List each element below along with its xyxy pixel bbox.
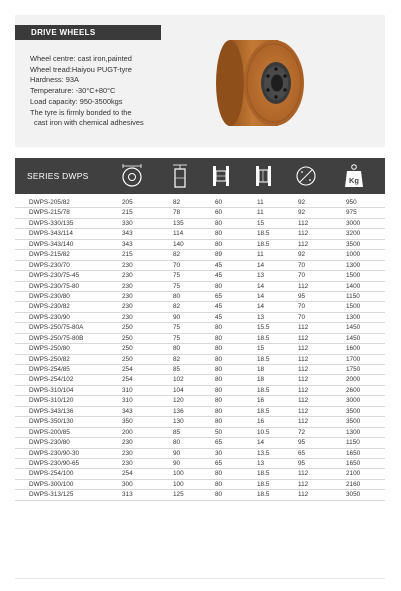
- cell-wheel-width: 75: [173, 282, 181, 290]
- cell-hub-bore: 18.5: [257, 407, 270, 415]
- cell-wheel-diameter: 254: [122, 376, 133, 384]
- cell-wheel-width: 102: [173, 376, 184, 384]
- cell-hub-bore: 14: [257, 292, 265, 300]
- table-row: [15, 208, 385, 218]
- cell-hub-length: 60: [215, 209, 223, 217]
- table-row: [15, 355, 385, 365]
- cell-series: DWPS-230/90: [29, 313, 70, 321]
- cell-wheel-diameter: 230: [122, 272, 133, 280]
- table-row: [15, 417, 385, 427]
- cell-series: DWPS-205/82: [29, 199, 70, 206]
- cell-series: DWPS-350/130: [29, 418, 74, 426]
- cell-wheel-width: 120: [173, 397, 184, 405]
- cell-series: DWPS-230/90-30: [29, 449, 80, 457]
- cell-wheel-diameter: 254: [122, 366, 133, 373]
- table-row: [15, 198, 385, 208]
- cell-series: DWPS-230/90-65: [29, 459, 80, 467]
- table-row: [15, 240, 385, 250]
- cell-series: DWPS-250/75-80A: [29, 324, 84, 332]
- cell-hub-bore: 13: [257, 459, 265, 467]
- cell-wheel-width: 75: [173, 324, 181, 332]
- cell-wheel-width: 75: [173, 334, 181, 342]
- cell-hub-bore: 18.5: [257, 230, 270, 238]
- cell-wheel-width: 82: [173, 355, 181, 363]
- table-row: [15, 292, 385, 302]
- cell-wheel-width: 78: [173, 209, 181, 217]
- cell-hub-length: 80: [215, 355, 223, 363]
- cell-load-capacity: 1450: [346, 324, 361, 332]
- cell-wheel-width: 136: [173, 407, 184, 415]
- cell-wheel-diameter: 313: [122, 491, 133, 499]
- table-header: [15, 158, 385, 194]
- cell-load-capacity: 1450: [346, 334, 361, 342]
- cell-series: DWPS-254/100: [29, 470, 74, 478]
- cell-hub-bore: 18.5: [257, 470, 270, 478]
- cell-wheel-width: 85: [173, 366, 181, 373]
- cell-hub-length: 80: [215, 366, 223, 373]
- table-row: [15, 375, 385, 385]
- cell-wheel-width: 85: [173, 428, 181, 436]
- cell-wheel-diameter: 230: [122, 313, 133, 321]
- cell-series: DWPS-254/85: [29, 366, 70, 373]
- cell-wheel-diameter: 230: [122, 439, 133, 447]
- cell-hub-length: 80: [215, 282, 223, 290]
- cell-load-capacity: 1650: [346, 449, 361, 457]
- table-row: [15, 334, 385, 344]
- spec-line: Temperature: -30°C+80°C: [30, 86, 116, 96]
- cell-hub-length: 80: [215, 230, 223, 238]
- cell-hub-length: 65: [215, 292, 223, 300]
- cell-load-capacity: 3000: [346, 219, 361, 227]
- cell-pitch-circle: 112: [298, 219, 309, 227]
- cell-wheel-width: 75: [173, 272, 181, 280]
- table-row: [15, 490, 385, 500]
- cell-series: DWPS-343/136: [29, 407, 74, 415]
- cell-hub-bore: 15.5: [257, 324, 270, 332]
- table-row: [15, 250, 385, 260]
- cell-wheel-diameter: 250: [122, 334, 133, 342]
- table-row: [15, 282, 385, 292]
- cell-wheel-diameter: 343: [122, 407, 133, 415]
- cell-load-capacity: 1300: [346, 428, 361, 436]
- cell-wheel-width: 80: [173, 345, 181, 353]
- cell-load-capacity: 950: [346, 199, 357, 206]
- table-row: [15, 344, 385, 354]
- cell-hub-length: 45: [215, 272, 223, 280]
- cell-pitch-circle: 95: [298, 292, 306, 300]
- cell-load-capacity: 3050: [346, 491, 361, 499]
- cell-load-capacity: 1000: [346, 251, 361, 259]
- cell-series: DWPS-230/80: [29, 439, 70, 447]
- spec-line: Wheel tread:Haiyou PUGT-tyre: [30, 64, 132, 74]
- cell-series: DWPS-230/70: [29, 261, 70, 269]
- series-label: SERIES DWPS: [27, 171, 89, 181]
- cell-load-capacity: 1300: [346, 313, 361, 321]
- spec-line: The tyre is firmly bonded to the: [30, 107, 132, 117]
- cell-series: DWPS-215/78: [29, 209, 70, 217]
- cell-pitch-circle: 112: [298, 470, 309, 478]
- table-row: [15, 323, 385, 333]
- cell-hub-length: 80: [215, 470, 223, 478]
- cell-wheel-diameter: 215: [122, 209, 133, 217]
- table-row: [15, 271, 385, 281]
- cell-hub-bore: 18: [257, 366, 265, 373]
- cell-pitch-circle: 65: [298, 449, 306, 457]
- cell-pitch-circle: 92: [298, 209, 306, 217]
- cell-wheel-diameter: 200: [122, 428, 133, 436]
- cell-hub-bore: 14: [257, 303, 265, 311]
- cell-series: DWPS-254/102: [29, 376, 74, 384]
- cell-wheel-width: 125: [173, 491, 184, 499]
- cell-wheel-diameter: 215: [122, 251, 133, 259]
- cell-hub-length: 30: [215, 449, 223, 457]
- cell-series: DWPS-313/125: [29, 491, 74, 499]
- cell-hub-bore: 13.5: [257, 449, 270, 457]
- cell-wheel-width: 135: [173, 219, 184, 227]
- cell-hub-length: 80: [215, 345, 223, 353]
- cell-wheel-diameter: 343: [122, 240, 133, 248]
- cell-hub-length: 50: [215, 428, 223, 436]
- hub-length-icon: [208, 162, 234, 190]
- cell-wheel-diameter: 205: [122, 199, 133, 206]
- pitch-circle-icon: [293, 162, 319, 190]
- cell-wheel-diameter: 250: [122, 324, 133, 332]
- cell-hub-length: 65: [215, 439, 223, 447]
- cell-wheel-width: 90: [173, 449, 181, 457]
- table-row: [15, 428, 385, 438]
- cell-load-capacity: 1400: [346, 282, 361, 290]
- weight-icon-text: Kg: [349, 176, 359, 185]
- cell-wheel-diameter: 350: [122, 418, 133, 426]
- table-row: [15, 302, 385, 312]
- cell-hub-bore: 16: [257, 397, 265, 405]
- cell-hub-length: 80: [215, 376, 223, 384]
- cell-pitch-circle: 72: [298, 428, 306, 436]
- cell-wheel-diameter: 230: [122, 261, 133, 269]
- cell-load-capacity: 2600: [346, 386, 361, 394]
- cell-load-capacity: 3000: [346, 397, 361, 405]
- cell-hub-length: 80: [215, 386, 223, 394]
- table-row: [15, 438, 385, 448]
- cell-pitch-circle: 70: [298, 261, 306, 269]
- cell-pitch-circle: 112: [298, 376, 309, 384]
- cell-load-capacity: 1300: [346, 261, 361, 269]
- cell-wheel-width: 82: [173, 303, 181, 311]
- cell-wheel-width: 90: [173, 459, 181, 467]
- cell-wheel-diameter: 230: [122, 459, 133, 467]
- cell-hub-length: 65: [215, 459, 223, 467]
- cell-pitch-circle: 112: [298, 334, 309, 342]
- hub-bore-icon: [250, 162, 276, 190]
- cell-hub-length: 80: [215, 407, 223, 415]
- cell-load-capacity: 1150: [346, 292, 360, 300]
- drive-wheel-image: [212, 30, 312, 134]
- cell-hub-bore: 13: [257, 313, 265, 321]
- cell-hub-bore: 14: [257, 439, 265, 447]
- cell-wheel-diameter: 230: [122, 449, 133, 457]
- cell-hub-bore: 14: [257, 282, 265, 290]
- cell-wheel-width: 104: [173, 386, 184, 394]
- cell-pitch-circle: 112: [298, 366, 309, 373]
- divider: [15, 578, 385, 579]
- cell-load-capacity: 1500: [346, 272, 361, 280]
- cell-series: DWPS-343/140: [29, 240, 74, 248]
- cell-pitch-circle: 112: [298, 491, 309, 499]
- cell-load-capacity: 1600: [346, 345, 361, 353]
- cell-hub-length: 80: [215, 324, 223, 332]
- cell-load-capacity: 1500: [346, 303, 361, 311]
- cell-wheel-width: 82: [173, 251, 181, 259]
- spec-table: [15, 198, 385, 501]
- cell-load-capacity: 2000: [346, 376, 361, 384]
- cell-hub-bore: 16: [257, 418, 265, 426]
- cell-hub-length: 80: [215, 240, 223, 248]
- cell-hub-bore: 13: [257, 272, 265, 280]
- spec-line: Wheel centre: cast iron,painted: [30, 54, 132, 63]
- cell-pitch-circle: 112: [298, 418, 309, 426]
- cell-wheel-diameter: 250: [122, 355, 133, 363]
- cell-pitch-circle: 95: [298, 439, 306, 447]
- wheel-width-icon: [167, 162, 193, 190]
- cell-load-capacity: 1650: [346, 459, 361, 467]
- cell-load-capacity: 3500: [346, 407, 361, 415]
- cell-load-capacity: 2100: [346, 470, 361, 478]
- cell-load-capacity: 3200: [346, 230, 361, 238]
- cell-hub-bore: 14: [257, 261, 265, 269]
- cell-pitch-circle: 112: [298, 386, 309, 394]
- cell-wheel-diameter: 300: [122, 480, 133, 488]
- cell-hub-bore: 11: [257, 209, 264, 217]
- cell-hub-length: 80: [215, 334, 223, 342]
- cell-load-capacity: 1700: [346, 355, 361, 363]
- cell-series: DWPS-230/75-80: [29, 282, 80, 290]
- cell-pitch-circle: 112: [298, 282, 309, 290]
- cell-hub-length: 89: [215, 251, 223, 259]
- cell-hub-bore: 15: [257, 345, 265, 353]
- cell-hub-length: 80: [215, 480, 223, 488]
- cell-series: DWPS-310/120: [29, 397, 74, 405]
- cell-pitch-circle: 112: [298, 240, 309, 248]
- table-row: [15, 459, 385, 469]
- cell-wheel-width: 80: [173, 292, 181, 300]
- cell-series: DWPS-230/75-45: [29, 272, 80, 280]
- spec-line: cast iron with chemical adhesives: [34, 118, 144, 128]
- cell-hub-bore: 18.5: [257, 480, 270, 488]
- cell-wheel-diameter: 230: [122, 292, 133, 300]
- cell-load-capacity: 3500: [346, 240, 361, 248]
- table-row: [15, 449, 385, 459]
- cell-hub-bore: 18.5: [257, 491, 270, 499]
- cell-wheel-width: 114: [173, 230, 184, 238]
- cell-hub-bore: 18: [257, 376, 265, 384]
- cell-series: DWPS-310/104: [29, 386, 74, 394]
- table-row: [15, 396, 385, 406]
- table-row: [15, 407, 385, 417]
- table-row: [15, 261, 385, 271]
- cell-wheel-width: 100: [173, 480, 184, 488]
- cell-wheel-diameter: 230: [122, 282, 133, 290]
- cell-series: DWPS-250/82: [29, 355, 70, 363]
- cell-load-capacity: 3500: [346, 418, 361, 426]
- cell-pitch-circle: 92: [298, 251, 306, 259]
- cell-hub-length: 80: [215, 491, 223, 499]
- table-row: [15, 219, 385, 229]
- cell-wheel-width: 90: [173, 313, 181, 321]
- cell-load-capacity: 975: [346, 209, 357, 217]
- cell-wheel-diameter: 230: [122, 303, 133, 311]
- table-row: [15, 313, 385, 323]
- cell-hub-length: 60: [215, 199, 223, 206]
- cell-hub-length: 45: [215, 313, 223, 321]
- table-row: [15, 386, 385, 396]
- cell-pitch-circle: 92: [298, 199, 306, 206]
- cell-wheel-width: 82: [173, 199, 181, 206]
- cell-hub-bore: 18.5: [257, 240, 270, 248]
- cell-series: DWPS-343/114: [29, 230, 73, 238]
- cell-pitch-circle: 70: [298, 303, 306, 311]
- cell-hub-bore: 15: [257, 219, 265, 227]
- cell-load-capacity: 1750: [346, 366, 361, 373]
- cell-pitch-circle: 112: [298, 230, 309, 238]
- cell-hub-length: 45: [215, 261, 223, 269]
- cell-series: DWPS-230/80: [29, 292, 70, 300]
- cell-hub-length: 80: [215, 397, 223, 405]
- cell-series: DWPS-300/100: [29, 480, 74, 488]
- cell-hub-bore: 18.5: [257, 386, 270, 394]
- table-row: [15, 365, 385, 375]
- cell-wheel-diameter: 330: [122, 219, 133, 227]
- cell-wheel-width: 130: [173, 418, 184, 426]
- cell-wheel-diameter: 310: [122, 386, 133, 394]
- page-title: DRIVE WHEELS: [15, 25, 161, 40]
- cell-wheel-width: 80: [173, 439, 181, 447]
- cell-pitch-circle: 112: [298, 407, 309, 415]
- cell-hub-bore: 11: [257, 199, 264, 206]
- table-row: [15, 469, 385, 479]
- cell-hub-bore: 18.5: [257, 334, 270, 342]
- spec-list: [30, 54, 180, 129]
- spec-line: Hardness: 93A: [30, 75, 79, 85]
- cell-hub-bore: 18.5: [257, 355, 270, 363]
- cell-hub-bore: 11: [257, 251, 264, 259]
- cell-wheel-diameter: 343: [122, 230, 133, 238]
- cell-pitch-circle: 112: [298, 324, 309, 332]
- cell-series: DWPS-250/75-80B: [29, 334, 84, 342]
- cell-load-capacity: 1150: [346, 439, 360, 447]
- table-row: [15, 480, 385, 490]
- cell-pitch-circle: 112: [298, 355, 309, 363]
- cell-wheel-diameter: 310: [122, 397, 133, 405]
- cell-hub-length: 45: [215, 303, 223, 311]
- cell-hub-length: 80: [215, 219, 223, 227]
- cell-wheel-width: 140: [173, 240, 184, 248]
- table-row: [15, 229, 385, 239]
- cell-wheel-diameter: 250: [122, 345, 133, 353]
- cell-pitch-circle: 70: [298, 313, 306, 321]
- load-weight-icon: [341, 162, 367, 190]
- cell-wheel-width: 100: [173, 470, 184, 478]
- cell-wheel-diameter: 254: [122, 470, 133, 478]
- cell-series: DWPS-215/82: [29, 251, 70, 259]
- cell-pitch-circle: 70: [298, 272, 306, 280]
- cell-series: DWPS-330/135: [29, 219, 74, 227]
- cell-hub-length: 80: [215, 418, 223, 426]
- cell-pitch-circle: 112: [298, 345, 309, 353]
- spec-line: Load capacity: 950-3500kgs: [30, 96, 123, 106]
- cell-pitch-circle: 112: [298, 397, 309, 405]
- cell-pitch-circle: 112: [298, 480, 309, 488]
- cell-pitch-circle: 95: [298, 459, 306, 467]
- wheel-diameter-icon: [119, 162, 145, 190]
- cell-hub-bore: 10.5: [257, 428, 270, 436]
- cell-series: DWPS-200/85: [29, 428, 70, 436]
- cell-series: DWPS-230/82: [29, 303, 70, 311]
- cell-series: DWPS-250/80: [29, 345, 70, 353]
- cell-load-capacity: 2160: [346, 480, 361, 488]
- cell-wheel-width: 70: [173, 261, 181, 269]
